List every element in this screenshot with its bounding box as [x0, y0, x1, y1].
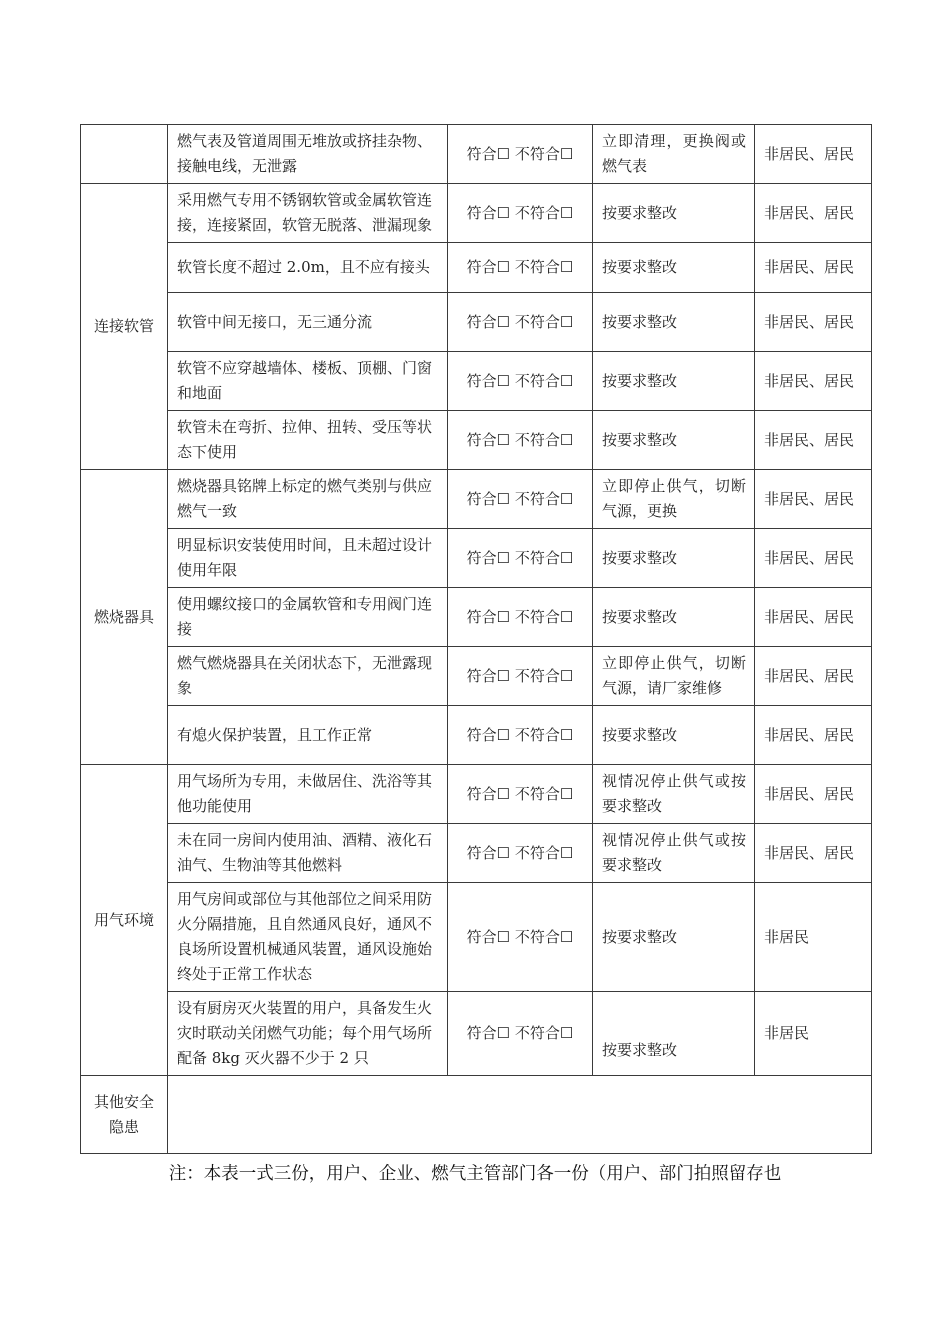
requirement-cell: 软管不应穿越墙体、楼板、顶棚、门窗和地面	[168, 352, 448, 411]
scope-cell: 非居民、居民	[755, 411, 872, 470]
action-cell: 按要求整改	[593, 529, 755, 588]
action-cell: 按要求整改	[593, 706, 755, 765]
table-row	[81, 125, 872, 184]
table-row	[81, 411, 872, 470]
result-checkbox-cell[interactable]: 符合☐ 不符合☐	[448, 243, 593, 293]
scope-cell: 非居民、居民	[755, 352, 872, 411]
requirement-cell: 用气房间或部位与其他部位之间采用防火分隔措施，且自然通风良好，通风不良场所设置机械通风装置，通风设施始终处于正常工作状态	[168, 883, 448, 992]
result-checkbox-cell[interactable]: 符合☐ 不符合☐	[448, 765, 593, 824]
result-checkbox-cell[interactable]: 符合☐ 不符合☐	[448, 647, 593, 706]
table-row	[81, 470, 872, 529]
scope-cell: 非居民、居民	[755, 293, 872, 352]
action-cell: 按要求整改	[593, 992, 755, 1076]
action-cell: 视情况停止供气或按要求整改	[593, 824, 755, 883]
requirement-cell: 燃气表及管道周围无堆放或挤挂杂物、接触电线，无泄露	[168, 125, 448, 184]
result-checkbox-cell[interactable]: 符合☐ 不符合☐	[448, 588, 593, 647]
action-cell: 按要求整改	[593, 243, 755, 293]
footnote: 注：本表一式三份，用户、企业、燃气主管部门各一份（用户、部门拍照留存也	[168, 1164, 782, 1184]
scope-cell: 非居民、居民	[755, 125, 872, 184]
category-cell-empty	[81, 125, 168, 184]
scope-cell: 非居民、居民	[755, 470, 872, 529]
requirement-cell: 明显标识安装使用时间，且未超过设计使用年限	[168, 529, 448, 588]
inspection-table	[80, 124, 872, 1154]
category-cell-other: 其他安全隐患	[81, 1076, 168, 1154]
action-cell: 按要求整改	[593, 588, 755, 647]
table-row	[81, 588, 872, 647]
category-cell-burner: 燃烧器具	[81, 470, 168, 765]
table-row	[81, 765, 872, 824]
table-row	[81, 1076, 872, 1154]
table-row	[81, 824, 872, 883]
action-cell: 视情况停止供气或按要求整改	[593, 765, 755, 824]
table-row	[81, 647, 872, 706]
requirement-text: 采用燃气专用不锈钢软管或金属软管连接，连接紧固，软管无脱落、泄漏现象	[177, 191, 433, 234]
action-cell: 按要求整改	[593, 293, 755, 352]
other-hazards-field[interactable]	[168, 1076, 872, 1154]
scope-cell: 非居民、居民	[755, 824, 872, 883]
result-checkbox-cell[interactable]: 符合☐ 不符合☐	[448, 824, 593, 883]
action-text: 立即停止供气，切断气源，请厂家维修	[602, 654, 746, 697]
requirement-cell: 用气场所为专用，未做居住、洗浴等其他功能使用	[168, 765, 448, 824]
scope-cell: 非居民、居民	[755, 588, 872, 647]
table-row	[81, 293, 872, 352]
requirement-cell: 软管未在弯折、拉伸、扭转、受压等状态下使用	[168, 411, 448, 470]
table-row	[81, 883, 872, 992]
table-row	[81, 352, 872, 411]
action-cell: 按要求整改	[593, 352, 755, 411]
scope-cell: 非居民	[755, 992, 872, 1076]
result-checkbox-cell[interactable]: 符合☐ 不符合☐	[448, 992, 593, 1076]
requirement-cell: 燃气燃烧器具在关闭状态下，无泄露现象	[168, 647, 448, 706]
requirement-cell: 软管长度不超过 2.0m，且不应有接头	[168, 243, 448, 293]
action-cell: 按要求整改	[593, 411, 755, 470]
scope-cell: 非居民	[755, 883, 872, 992]
action-cell: 按要求整改	[593, 184, 755, 243]
result-checkbox-cell[interactable]: 符合☐ 不符合☐	[448, 883, 593, 992]
scope-cell: 非居民、居民	[755, 647, 872, 706]
result-checkbox-cell[interactable]: 符合☐ 不符合☐	[448, 529, 593, 588]
scope-cell: 非居民、居民	[755, 529, 872, 588]
result-checkbox-cell[interactable]: 符合☐ 不符合☐	[448, 470, 593, 529]
result-checkbox-cell[interactable]: 符合☐ 不符合☐	[448, 352, 593, 411]
scope-cell: 非居民、居民	[755, 706, 872, 765]
result-checkbox-cell[interactable]: 符合☐ 不符合☐	[448, 184, 593, 243]
result-checkbox-cell[interactable]: 符合☐ 不符合☐	[448, 411, 593, 470]
action-cell: 按要求整改	[593, 883, 755, 992]
result-checkbox-cell[interactable]: 符合☐ 不符合☐	[448, 125, 593, 184]
result-checkbox-cell[interactable]: 符合☐ 不符合☐	[448, 706, 593, 765]
scope-cell: 非居民、居民	[755, 184, 872, 243]
requirement-cell: 燃烧器具铭牌上标定的燃气类别与供应燃气一致	[168, 470, 448, 529]
table-row	[81, 243, 872, 293]
requirement-cell: 有熄火保护装置，且工作正常	[168, 706, 448, 765]
action-cell: 立即清理，更换阀或燃气表	[593, 125, 755, 184]
action-cell	[593, 647, 755, 706]
result-checkbox-cell[interactable]: 符合☐ 不符合☐	[448, 293, 593, 352]
table-row	[81, 529, 872, 588]
scope-cell: 非居民、居民	[755, 243, 872, 293]
inspection-table-sheet	[80, 124, 871, 1154]
requirement-cell: 使用螺纹接口的金属软管和专用阀门连接	[168, 588, 448, 647]
action-cell: 立即停止供气，切断气源，更换	[593, 470, 755, 529]
table-row	[81, 184, 872, 243]
table-row	[81, 706, 872, 765]
requirement-cell: 未在同一房间内使用油、酒精、液化石油气、生物油等其他燃料	[168, 824, 448, 883]
requirement-cell	[168, 184, 448, 243]
table-row	[81, 992, 872, 1076]
scope-cell: 非居民、居民	[755, 765, 872, 824]
category-cell-env: 用气环境	[81, 765, 168, 1076]
category-cell-hose: 连接软管	[81, 184, 168, 470]
requirement-cell: 软管中间无接口，无三通分流	[168, 293, 448, 352]
requirement-cell: 设有厨房灭火装置的用户，具备发生火灾时联动关闭燃气功能；每个用气场所配备 8kg 灭火器不少于 2 只	[168, 992, 448, 1076]
